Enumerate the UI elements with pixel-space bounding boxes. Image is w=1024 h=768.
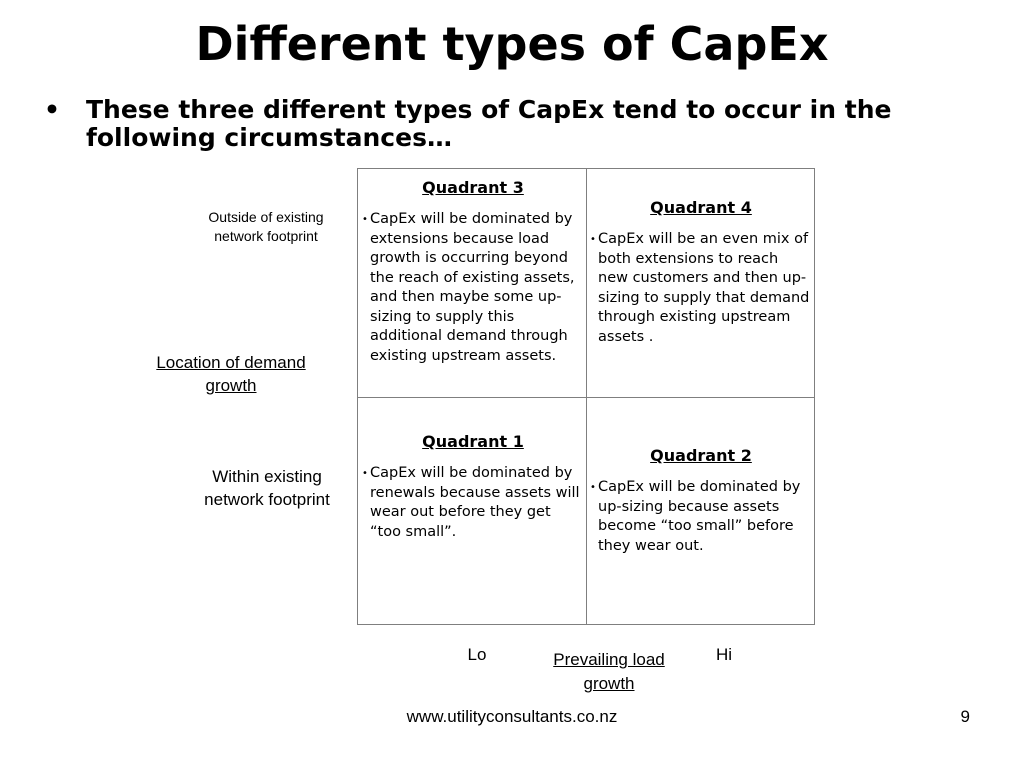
quadrant-3-bullet [362,210,584,366]
page-number: 9 [960,707,970,726]
x-axis-title: Prevailing load growth [553,650,665,693]
quadrant-1-text: CapEx will be dominated by renewals because assets will wear out before they get “too small”. [370,465,580,540]
quadrant-4 [590,198,812,347]
bullet-icon: • [590,482,596,493]
y-axis-low-label: Within existing network footprint [204,467,330,509]
bullet-icon: • [590,234,596,245]
footer-url: www.utilityconsultants.co.nz [406,707,618,726]
quadrant-1 [362,432,584,542]
x-axis-low-label: Lo [467,645,487,664]
x-axis-high-label: Hi [715,645,733,664]
quadrant-4-text: CapEx will be an even mix of both extensions to reach new customers and then up-sizing to supply that demand through existing upstream assets . [598,231,810,345]
y-axis-high-label: Outside of existing network footprint [208,209,324,244]
quadrant-2-heading: Quadrant 2 [650,446,752,465]
intro-bullet [44,96,1004,152]
intro-text: These three different types of CapEx tend to occur in the following circumstances… [86,95,892,152]
quadrant-3-heading: Quadrant 3 [422,178,524,197]
quadrant-1-bullet [362,464,584,542]
bullet-icon: • [362,468,368,479]
quadrant-4-bullet [590,230,812,347]
quadrant-3 [362,178,584,366]
quadrant-3-text: CapEx will be dominated by extensions because load growth is occurring beyond the reach of existing assets, and then maybe some up-sizing to supply this additional demand through existing upstream assets. [370,211,575,364]
quadrant-matrix [357,168,815,625]
bullet-icon: • [44,95,60,124]
y-axis-title: Location of demand growth [156,353,306,395]
quadrant-4-heading: Quadrant 4 [650,198,752,217]
matrix-horizontal-divider [358,397,814,398]
quadrant-2-text: CapEx will be dominated by up-sizing because assets become “too small” before they wear out. [598,479,801,554]
quadrant-2-bullet [590,478,812,556]
bullet-icon: • [362,214,368,225]
quadrant-2 [590,446,812,556]
quadrant-1-heading: Quadrant 1 [422,432,524,451]
slide-title: Different types of CapEx [195,17,829,71]
